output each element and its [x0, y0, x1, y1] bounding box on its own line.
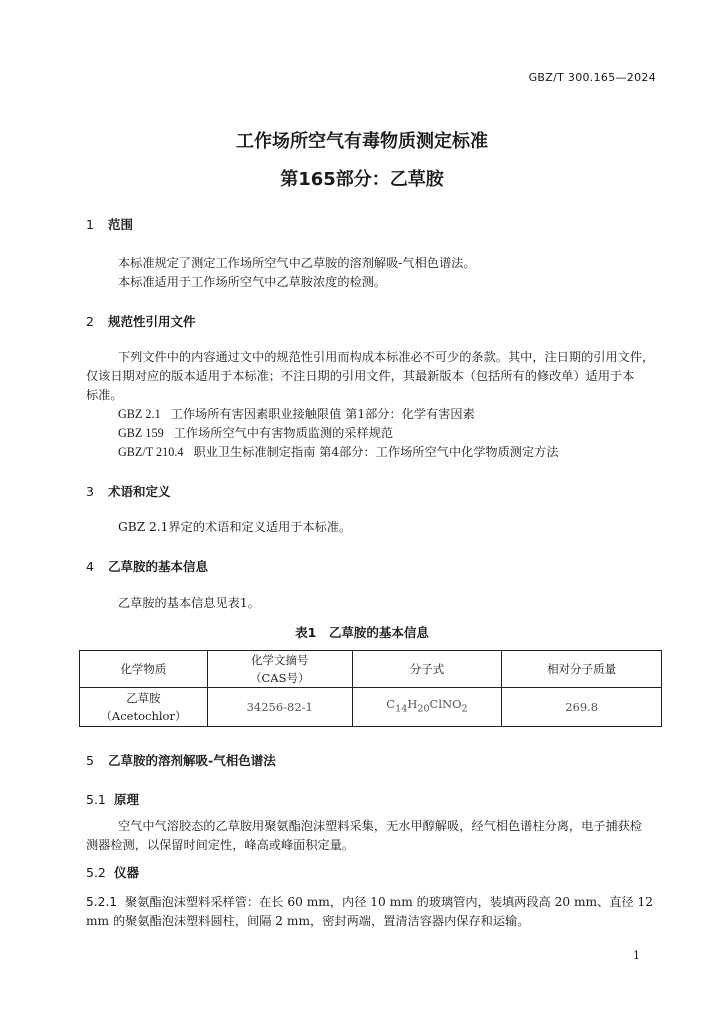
section-title: 仪器 — [114, 865, 140, 880]
reference-title: 工作场所空气中有害物质监测的采样规范 — [173, 426, 394, 440]
header-molecular-weight: 相对分子质量 — [502, 651, 662, 688]
section-number: 1 — [86, 217, 94, 232]
section-5-2-heading — [86, 863, 139, 881]
section-number: 2 — [86, 314, 94, 329]
clause-number: 5.2.1 — [86, 895, 118, 909]
reference-item — [118, 405, 475, 422]
terms-paragraph: GBZ 2.1界定的术语和定义适用于本标准。 — [118, 520, 352, 534]
section-title: 原理 — [114, 792, 140, 807]
section-3-heading — [86, 482, 171, 500]
header-cas — [207, 651, 352, 688]
formula-h: H — [407, 697, 418, 712]
header-cas-line-2: （CAS号） — [249, 671, 310, 685]
header-formula: 分子式 — [352, 651, 502, 688]
header-cas-line-1: 化学文摘号 — [250, 653, 309, 667]
basic-info-table — [79, 650, 662, 727]
principle-line-1: 空气中气溶胶态的乙草胺用聚氨酯泡沫塑料采集，无水甲醇解吸，经气相色谱柱分离，电子捕获检 — [118, 819, 643, 833]
formula-c: C — [386, 697, 396, 712]
cell-cas-number: 34256-82-1 — [207, 688, 352, 727]
section-1-heading — [86, 215, 133, 233]
document-title: 工作场所空气有毒物质测定标准 — [236, 131, 488, 152]
page-number: 1 — [633, 949, 640, 962]
section-4-heading — [86, 557, 208, 575]
formula-o-count: 2 — [461, 703, 468, 715]
instrument-5-2-1-line-1 — [86, 893, 653, 910]
formula-c-count: 14 — [395, 703, 408, 715]
section-number: 5 — [86, 753, 94, 768]
section-number: 3 — [86, 484, 94, 499]
chemical-name-en: （Acetochlor） — [100, 709, 187, 723]
document-subtitle: 第165部分：乙草胺 — [280, 169, 444, 190]
chemical-name-cn: 乙草胺 — [126, 691, 161, 705]
principle-line-2: 测器检测，以保留时间定性，峰高或峰面积定量。 — [86, 838, 355, 852]
formula-rest: ClNO — [429, 697, 462, 712]
section-5-1-heading — [86, 790, 139, 808]
section-title: 乙草胺的溶剂解吸-气相色谱法 — [108, 753, 276, 768]
reference-code: GBZ 2.1 — [118, 407, 161, 421]
references-intro-line-1: 下列文件中的内容通过文中的规范性引用而构成本标准必不可少的条款。其中，注日期的引用文件， — [118, 350, 655, 364]
references-intro-line-2: 仅该日期对应的版本适用于本标准；不注日期的引用文件，其最新版本（包括所有的修改单）适用于本 — [86, 369, 635, 383]
cell-chemical-name — [80, 688, 208, 727]
section-5-heading — [86, 751, 276, 769]
section-title: 范围 — [108, 217, 134, 232]
scope-paragraph-2: 本标准适用于工作场所空气中乙草胺浓度的检测。 — [118, 275, 387, 289]
header-chemical: 化学物质 — [80, 651, 208, 688]
table-row — [80, 688, 662, 727]
reference-title: 工作场所有害因素职业接触限值 第1部分：化学有害因素 — [170, 407, 475, 421]
basic-info-paragraph: 乙草胺的基本信息见表1。 — [118, 596, 260, 610]
reference-code: GBZ/T 210.4 — [118, 445, 184, 459]
instrument-5-2-1-line-2: mm 的聚氨酯泡沫塑料圆柱，间隔 2 mm，密封两端，置清洁容器内保存和运输。 — [86, 914, 530, 928]
reference-item — [118, 424, 393, 441]
table-header-row — [80, 651, 662, 688]
standard-code: GBZ/T 300.165—2024 — [528, 71, 656, 84]
section-number: 5.1 — [86, 792, 106, 807]
reference-item — [118, 443, 559, 460]
cell-formula — [352, 688, 502, 727]
formula-h-count: 20 — [417, 703, 430, 715]
reference-code: GBZ 159 — [118, 426, 164, 440]
section-number: 4 — [86, 559, 94, 574]
scope-paragraph-1: 本标准规定了测定工作场所空气中乙草胺的溶剂解吸-气相色谱法。 — [118, 256, 476, 270]
section-title: 规范性引用文件 — [108, 314, 196, 329]
section-title: 术语和定义 — [108, 484, 171, 499]
table-caption: 表1 乙草胺的基本信息 — [295, 625, 429, 640]
reference-title: 职业卫生标准制定指南 第4部分：工作场所空气中化学物质测定方法 — [193, 445, 559, 459]
cell-molecular-weight: 269.8 — [502, 688, 662, 727]
clause-text: 聚氨酯泡沫塑料采样管：在长 60 mm，内径 10 mm 的玻璃管内，装填两段高 20 mm、直径 12 — [125, 895, 654, 909]
section-2-heading — [86, 312, 196, 330]
references-intro-line-3: 标准。 — [86, 388, 123, 402]
section-number: 5.2 — [86, 865, 106, 880]
section-title: 乙草胺的基本信息 — [108, 559, 209, 574]
